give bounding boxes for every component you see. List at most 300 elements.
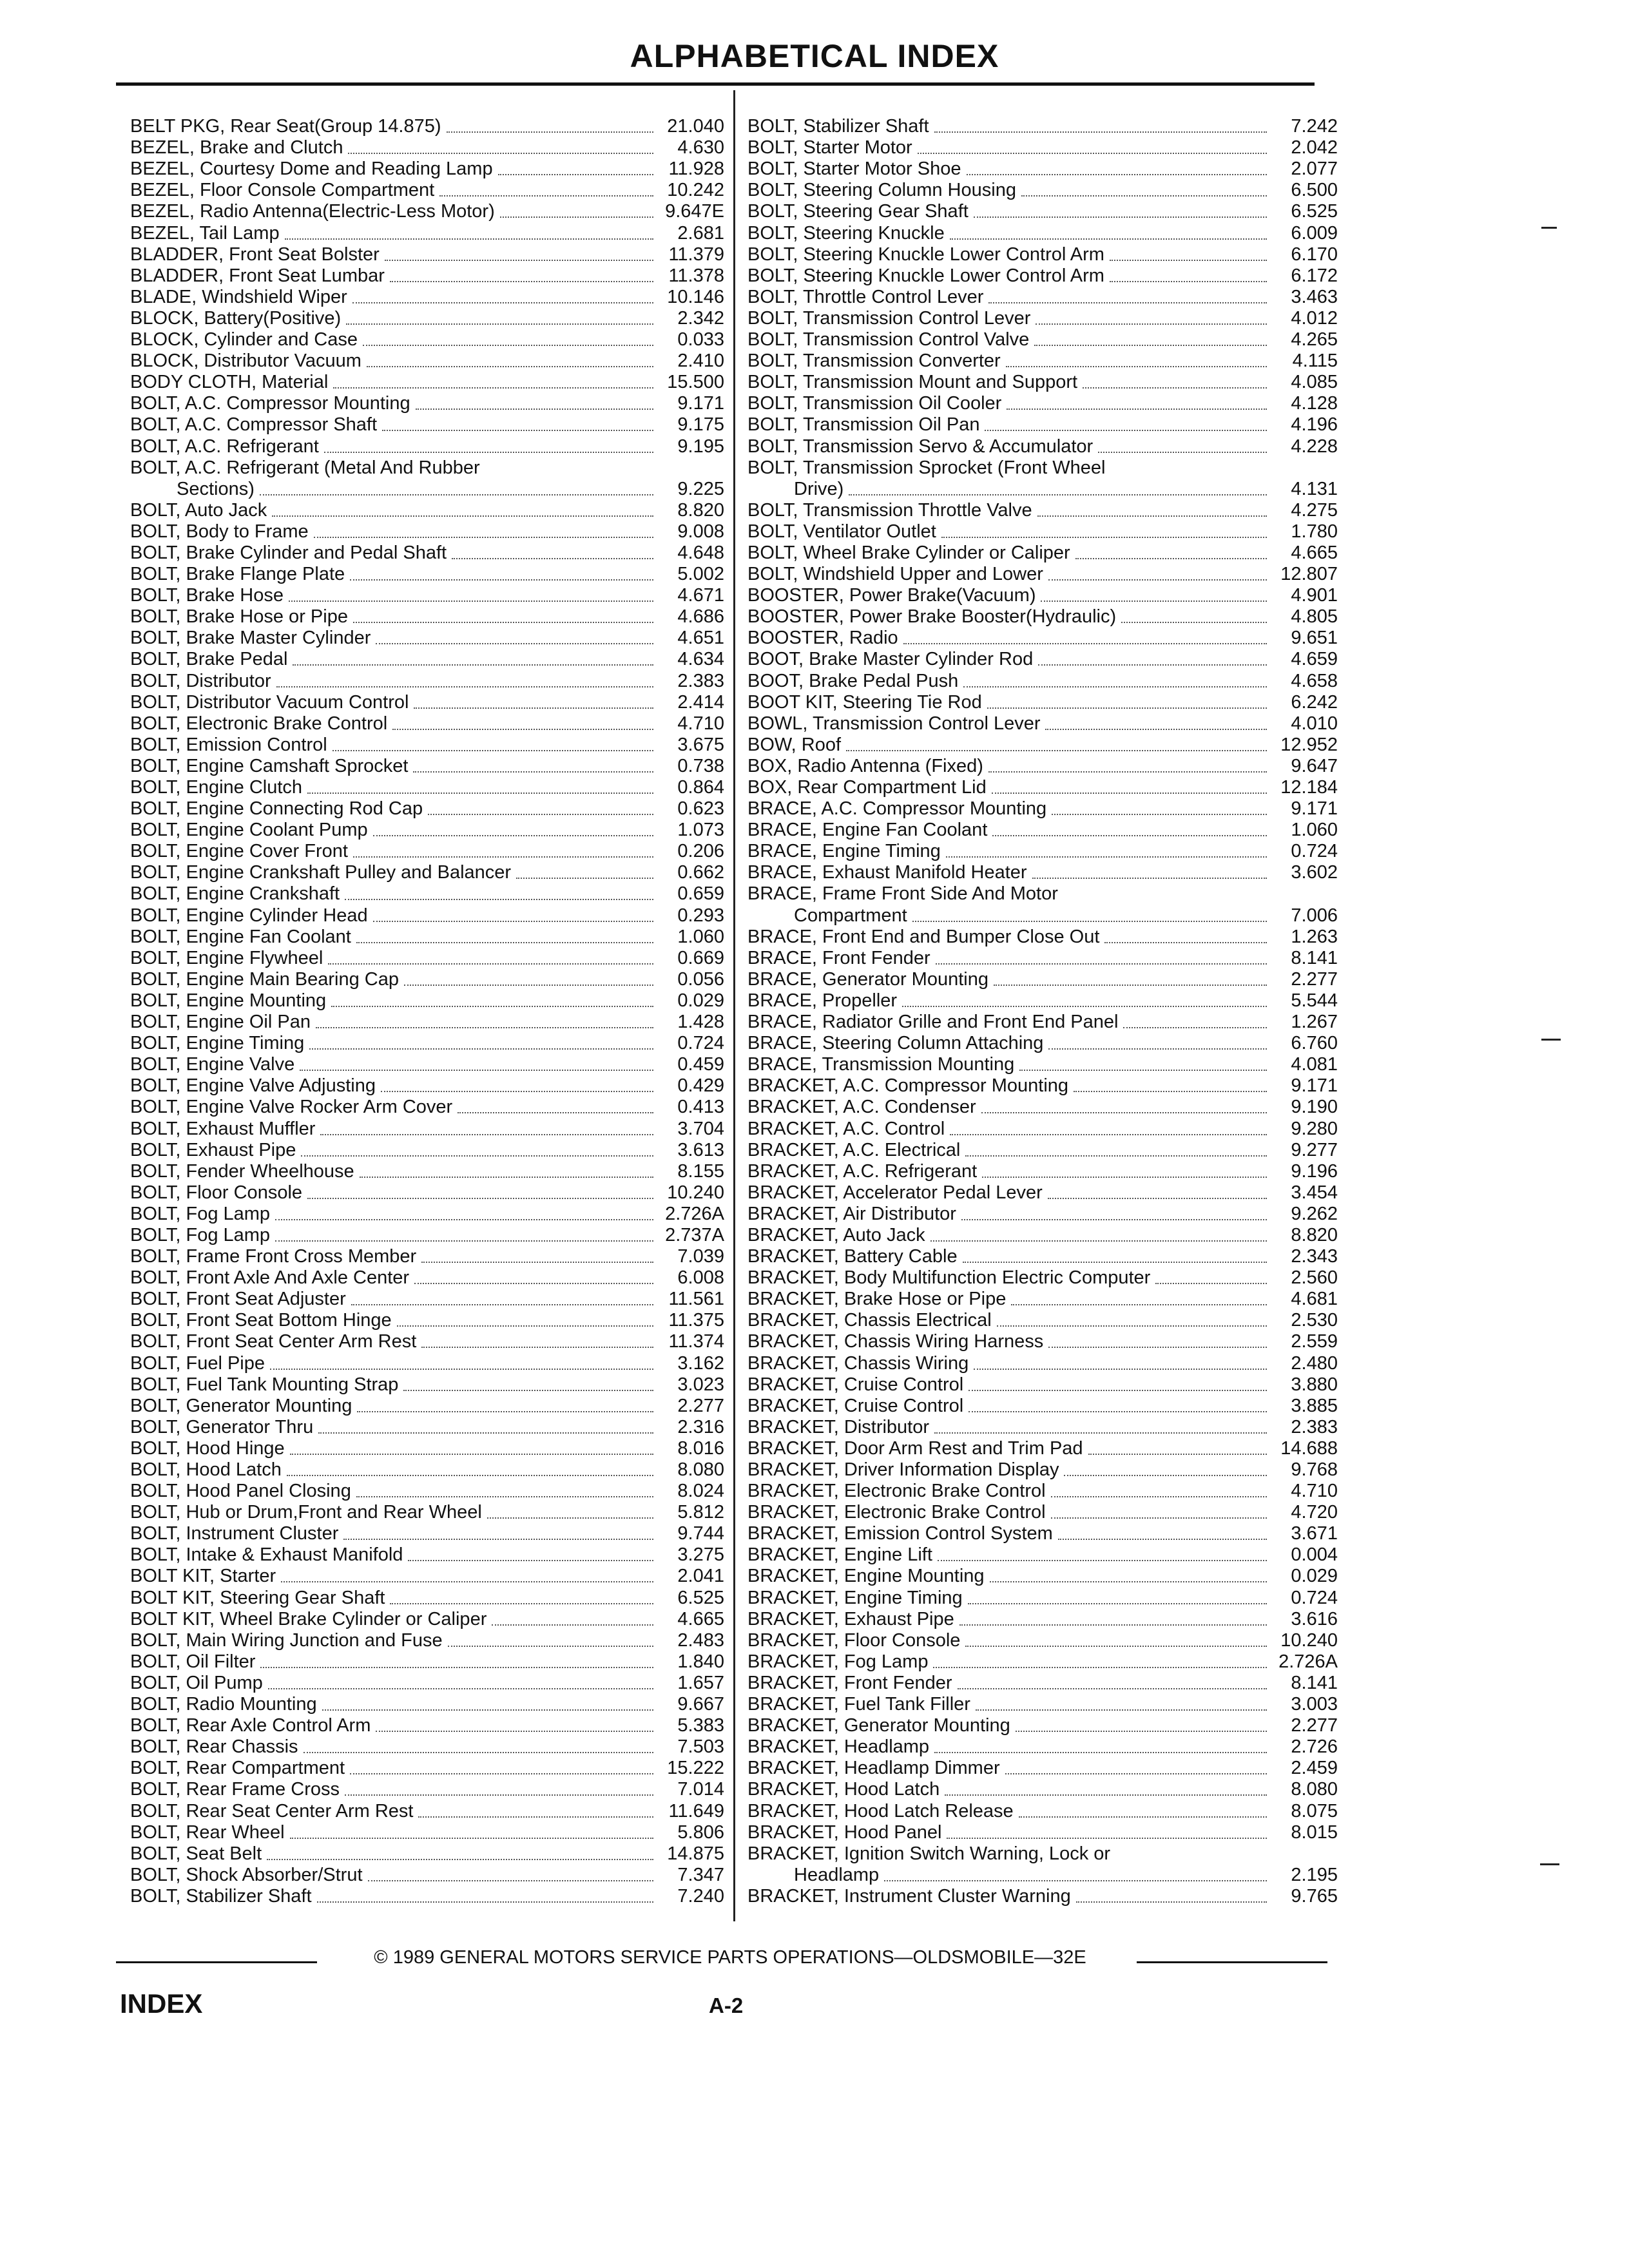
index-entry xyxy=(130,756,724,777)
entry-text: BRACKET, A.C. Compressor Mounting xyxy=(747,1075,1069,1097)
index-entry xyxy=(747,1865,1338,1886)
entry-page-ref: 4.659 xyxy=(1291,649,1338,670)
index-entry xyxy=(130,222,724,244)
entry-text: BEZEL, Radio Antenna(Electric-Less Motor) xyxy=(130,201,495,222)
index-entry xyxy=(747,222,1338,244)
entry-text: BOLT, Electronic Brake Control xyxy=(130,713,388,734)
entry-page-ref: 2.483 xyxy=(677,1629,724,1651)
index-entry xyxy=(130,1481,724,1502)
dot-leader xyxy=(260,1666,653,1668)
index-entry xyxy=(130,1800,724,1821)
entry-page-ref: 4.710 xyxy=(1291,1481,1338,1502)
dot-leader xyxy=(1074,1090,1267,1092)
entry-page-ref: 4.710 xyxy=(677,713,724,734)
index-entry xyxy=(747,1523,1338,1544)
entry-page-ref: 2.726A xyxy=(665,1203,724,1224)
entry-page-ref: 1.263 xyxy=(1291,926,1338,947)
entry-page-ref: 7.039 xyxy=(677,1246,724,1267)
dot-leader xyxy=(1021,195,1267,197)
index-entry xyxy=(747,820,1338,841)
margin-mark xyxy=(1540,1863,1559,1865)
entry-text: BEZEL, Floor Console Compartment xyxy=(130,180,435,201)
dot-leader xyxy=(267,1858,653,1860)
entry-page-ref: 2.681 xyxy=(677,222,724,244)
entry-text: BLOCK, Cylinder and Case xyxy=(130,329,358,351)
entry-page-ref: 0.033 xyxy=(677,329,724,351)
entry-text: BOLT, Instrument Cluster xyxy=(130,1523,339,1544)
dot-leader xyxy=(1083,387,1267,389)
entry-page-ref: 9.667 xyxy=(677,1694,724,1715)
dot-leader xyxy=(346,323,653,325)
dot-leader xyxy=(988,302,1267,303)
index-entry xyxy=(130,1673,724,1694)
entry-page-ref: 10.242 xyxy=(667,180,724,201)
index-entry xyxy=(747,1822,1338,1843)
entry-text: BOLT, Brake Hose or Pipe xyxy=(130,606,348,628)
entry-text: BRACKET, Ignition Switch Warning, Lock or xyxy=(747,1843,1111,1864)
dot-leader xyxy=(967,173,1268,175)
dot-leader xyxy=(452,557,653,559)
dot-leader xyxy=(947,1837,1267,1839)
index-entry xyxy=(130,628,724,649)
dot-leader xyxy=(356,941,653,943)
index-entry xyxy=(747,1182,1338,1204)
entry-text: BOLT, Engine Cylinder Head xyxy=(130,905,368,926)
entry-text: BOLT, Engine Fan Coolant xyxy=(130,926,351,947)
entry-text: BOLT, Starter Motor Shoe xyxy=(747,159,961,180)
entry-page-ref: 6.170 xyxy=(1291,244,1338,265)
entry-text: BOLT, Engine Main Bearing Cap xyxy=(130,968,399,990)
index-entry xyxy=(747,159,1338,180)
dot-leader xyxy=(1036,323,1267,325)
dot-leader xyxy=(1041,600,1267,602)
index-entry xyxy=(747,1396,1338,1417)
index-entry xyxy=(747,1609,1338,1630)
index-entry xyxy=(747,1075,1338,1097)
dot-leader xyxy=(300,1069,653,1071)
entry-page-ref: 5.002 xyxy=(677,564,724,585)
entry-text: BOLT, Rear Compartment xyxy=(130,1758,345,1779)
dot-leader xyxy=(421,1346,653,1348)
entry-text: BOLT, Radio Mounting xyxy=(130,1694,317,1715)
entry-text: BRACE, Exhaust Manifold Heater xyxy=(747,862,1027,883)
index-entry xyxy=(747,1651,1338,1673)
dot-leader xyxy=(392,728,653,730)
entry-page-ref: 6.525 xyxy=(1291,201,1338,222)
dot-leader xyxy=(316,1026,653,1028)
entry-page-ref: 5.806 xyxy=(677,1821,724,1843)
index-entry xyxy=(130,606,724,628)
entry-page-ref: 11.379 xyxy=(668,244,724,265)
dot-leader xyxy=(903,642,1267,644)
index-entry xyxy=(130,372,724,393)
dot-leader xyxy=(439,195,653,197)
index-entry xyxy=(130,1438,724,1459)
index-entry xyxy=(747,1267,1338,1289)
index-entry xyxy=(747,1438,1338,1459)
dot-leader xyxy=(320,1133,653,1135)
entry-page-ref: 4.665 xyxy=(1291,542,1338,563)
margin-mark xyxy=(1541,1039,1561,1041)
index-entry xyxy=(747,1246,1338,1267)
entry-page-ref: 9.196 xyxy=(1291,1160,1338,1182)
entry-page-ref: 2.342 xyxy=(677,307,724,329)
entry-page-ref: 4.720 xyxy=(1291,1502,1338,1523)
entry-text: BOLT, Brake Master Cylinder xyxy=(130,628,371,649)
entry-text: BRACKET, Hood Latch xyxy=(747,1779,940,1800)
index-entry xyxy=(130,201,724,222)
index-entry xyxy=(130,1204,724,1225)
dot-leader xyxy=(936,963,1267,965)
entry-text: BRACKET, Auto Jack xyxy=(747,1224,925,1245)
entry-page-ref: 9.190 xyxy=(1291,1097,1338,1118)
title-rule xyxy=(116,82,1315,86)
entry-text: BOLT KIT, Wheel Brake Cylinder or Caliper xyxy=(130,1608,487,1629)
entry-text: BRACE, Generator Mounting xyxy=(747,968,988,990)
dot-leader xyxy=(363,344,653,346)
entry-text: BOLT, Transmission Servo & Accumulator xyxy=(747,436,1094,457)
entry-page-ref: 1.840 xyxy=(677,1651,724,1672)
dot-leader xyxy=(307,792,653,794)
index-entry xyxy=(130,543,724,564)
dot-leader xyxy=(382,429,653,431)
index-entry xyxy=(130,180,724,201)
column-divider xyxy=(733,90,735,1921)
entry-text: BRACKET, Cruise Control xyxy=(747,1374,964,1395)
entry-page-ref: 3.454 xyxy=(1291,1182,1338,1203)
index-entry xyxy=(130,457,724,479)
entry-page-ref: 10.146 xyxy=(667,286,724,307)
page-title: ALPHABETICAL INDEX xyxy=(630,38,999,74)
dot-leader xyxy=(849,494,1267,495)
entry-page-ref: 9.768 xyxy=(1291,1459,1338,1480)
dot-leader xyxy=(287,1474,653,1476)
index-entry xyxy=(747,948,1338,969)
entry-text: BOLT, Throttle Control Lever xyxy=(747,286,984,307)
dot-leader xyxy=(314,536,653,538)
footer-rule-left xyxy=(116,1961,317,1963)
dot-leader xyxy=(307,1197,653,1199)
entry-page-ref: 12.807 xyxy=(1280,564,1338,585)
entry-text: BOLT, Front Seat Adjuster xyxy=(130,1289,346,1310)
entry-page-ref: 2.277 xyxy=(1291,968,1338,990)
entry-text: BRACKET, Electronic Brake Control xyxy=(747,1481,1046,1502)
index-entry xyxy=(747,329,1338,351)
dot-leader xyxy=(968,1602,1267,1604)
dot-leader xyxy=(1076,1901,1267,1903)
index-entry xyxy=(747,585,1338,606)
entry-page-ref: 10.240 xyxy=(667,1182,724,1203)
entry-page-ref: 9.651 xyxy=(1291,628,1338,649)
dot-leader xyxy=(458,1111,653,1113)
entry-text: BOLT, Engine Cover Front xyxy=(130,841,348,862)
entry-page-ref: 8.141 xyxy=(1291,947,1338,968)
entry-page-ref: 3.885 xyxy=(1291,1395,1338,1416)
right-index-column xyxy=(747,116,1338,1907)
index-entry xyxy=(130,1396,724,1417)
entry-page-ref: 14.875 xyxy=(667,1843,724,1864)
entry-text: BOX, Rear Compartment Lid xyxy=(747,777,987,798)
index-entry xyxy=(130,692,724,713)
entry-page-ref: 2.077 xyxy=(1291,159,1338,180)
dot-leader xyxy=(304,1751,653,1753)
entry-text: BOLT, Rear Seat Center Arm Rest xyxy=(130,1800,414,1821)
dot-leader xyxy=(1007,408,1267,410)
entry-page-ref: 0.623 xyxy=(677,798,724,820)
dot-leader xyxy=(345,1794,653,1796)
entry-page-ref: 2.383 xyxy=(1291,1416,1338,1437)
dot-leader xyxy=(933,1666,1267,1668)
entry-text: BRACKET, Engine Lift xyxy=(747,1544,932,1566)
dot-leader xyxy=(290,1453,653,1455)
entry-page-ref: 2.726 xyxy=(1291,1736,1338,1758)
entry-page-ref: 4.131 xyxy=(1291,478,1338,499)
entry-page-ref: 3.704 xyxy=(677,1118,724,1139)
entry-page-ref: 3.003 xyxy=(1291,1694,1338,1715)
dot-leader xyxy=(1110,259,1267,261)
dot-leader xyxy=(331,1005,653,1007)
index-entry xyxy=(747,414,1338,436)
entry-text: BOOT, Brake Pedal Push xyxy=(747,670,959,691)
entry-page-ref: 2.383 xyxy=(677,670,724,691)
entry-text: BOLT, Intake & Exhaust Manifold xyxy=(130,1544,403,1566)
index-entry xyxy=(130,1566,724,1587)
entry-text: BRACKET, Chassis Wiring xyxy=(747,1352,969,1374)
index-entry xyxy=(747,1566,1338,1587)
dot-leader xyxy=(1016,1730,1267,1732)
index-entry xyxy=(130,1417,724,1438)
entry-text: BOLT, Seat Belt xyxy=(130,1843,262,1864)
entry-text: BOLT, Fog Lamp xyxy=(130,1224,271,1245)
index-entry xyxy=(747,1289,1338,1310)
dot-leader xyxy=(938,1559,1267,1561)
entry-text: BRACE, Engine Timing xyxy=(747,841,941,862)
entry-text: BRACKET, A.C. Condenser xyxy=(747,1097,976,1118)
entry-text: BLOCK, Battery(Positive) xyxy=(130,307,342,329)
index-entry xyxy=(130,1843,724,1865)
index-entry xyxy=(130,393,724,414)
entry-page-ref: 11.928 xyxy=(668,159,724,180)
index-entry xyxy=(130,1310,724,1331)
index-entry xyxy=(130,414,724,436)
dot-leader xyxy=(981,1111,1267,1113)
entry-page-ref: 3.880 xyxy=(1291,1374,1338,1395)
entry-text: BLADDER, Front Seat Lumbar xyxy=(130,265,385,286)
entry-page-ref: 3.162 xyxy=(677,1352,724,1374)
margin-mark xyxy=(1541,227,1557,229)
index-entry xyxy=(747,1033,1338,1054)
dot-leader xyxy=(1037,515,1267,517)
entry-text: BOLT, Engine Coolant Pump xyxy=(130,820,368,841)
entry-text: BOLT, Ventilator Outlet xyxy=(747,521,936,542)
entry-page-ref: 8.820 xyxy=(677,499,724,521)
entry-text: BOLT, Fender Wheelhouse xyxy=(130,1160,354,1182)
index-entry xyxy=(747,628,1338,649)
index-entry xyxy=(747,1204,1338,1225)
entry-page-ref: 2.277 xyxy=(677,1395,724,1416)
dot-leader xyxy=(982,1176,1267,1178)
dot-leader xyxy=(492,1624,653,1626)
entry-text: BRACKET, Cruise Control xyxy=(747,1395,964,1416)
index-entry xyxy=(747,244,1338,265)
entry-page-ref: 11.378 xyxy=(668,265,724,286)
entry-page-ref: 8.155 xyxy=(677,1160,724,1182)
entry-text: BOLT, Front Seat Center Arm Rest xyxy=(130,1331,417,1352)
entry-page-ref: 4.671 xyxy=(677,585,724,606)
page-number: A-2 xyxy=(709,1994,744,2017)
dot-leader xyxy=(368,1879,653,1881)
dot-leader xyxy=(946,856,1267,858)
entry-page-ref: 1.060 xyxy=(1291,820,1338,841)
entry-page-ref: 6.500 xyxy=(1291,180,1338,201)
entry-text: BOOSTER, Radio xyxy=(747,628,898,649)
dot-leader xyxy=(884,1879,1267,1881)
entry-text: BOLT, Engine Connecting Rod Cap xyxy=(130,798,423,820)
entry-page-ref: 9.262 xyxy=(1291,1203,1338,1224)
entry-text: BOLT, Brake Pedal xyxy=(130,649,288,670)
index-entry xyxy=(747,905,1338,926)
index-entry xyxy=(130,713,724,735)
dot-leader xyxy=(994,984,1267,986)
index-entry xyxy=(130,1054,724,1075)
dot-leader xyxy=(1006,365,1267,367)
entry-page-ref: 2.041 xyxy=(677,1566,724,1587)
entry-text: BODY CLOTH, Material xyxy=(130,372,329,393)
entry-text: BRACE, Propeller xyxy=(747,990,898,1011)
dot-leader xyxy=(275,1240,653,1242)
entry-text: BRACKET, Chassis Wiring Harness xyxy=(747,1331,1044,1352)
entry-page-ref: 12.952 xyxy=(1280,734,1338,755)
index-entry xyxy=(130,329,724,351)
entry-text: BOLT, Main Wiring Junction and Fuse xyxy=(130,1629,443,1651)
dot-leader xyxy=(367,365,653,367)
entry-page-ref: 2.530 xyxy=(1291,1310,1338,1331)
entry-page-ref: 4.681 xyxy=(1291,1289,1338,1310)
dot-leader xyxy=(969,1410,1267,1412)
entry-text: BOLT, Transmission Throttle Valve xyxy=(747,499,1032,521)
index-entry xyxy=(747,1886,1338,1907)
dot-leader xyxy=(1058,1538,1267,1540)
index-entry xyxy=(747,969,1338,990)
entry-text: BOLT, Transmission Sprocket (Front Wheel xyxy=(747,457,1106,478)
index-entry xyxy=(130,564,724,585)
entry-page-ref: 0.293 xyxy=(677,905,724,926)
index-entry xyxy=(747,1352,1338,1374)
entry-page-ref: 4.665 xyxy=(677,1608,724,1629)
index-entry xyxy=(130,1544,724,1566)
index-entry xyxy=(130,308,724,329)
entry-text: BOLT, Wheel Brake Cylinder or Caliper xyxy=(747,542,1070,563)
entry-text: BOLT, Transmission Control Valve xyxy=(747,329,1030,351)
entry-text: BRACKET, Generator Mounting xyxy=(747,1715,1010,1736)
entry-text: BRACKET, Body Multifunction Electric Computer xyxy=(747,1267,1151,1289)
dot-leader xyxy=(348,152,653,154)
index-entry xyxy=(130,1374,724,1396)
dot-leader xyxy=(1011,1303,1267,1305)
index-entry xyxy=(747,1459,1338,1481)
dot-leader xyxy=(1048,579,1267,581)
entry-text: BOOT, Brake Master Cylinder Rod xyxy=(747,649,1034,670)
entry-page-ref: 4.081 xyxy=(1291,1054,1338,1075)
index-entry xyxy=(130,1267,724,1289)
entry-text: BOLT, Steering Gear Shaft xyxy=(747,201,969,222)
index-entry xyxy=(130,265,724,287)
dot-leader xyxy=(351,1303,653,1305)
entry-text: BOLT, Floor Console xyxy=(130,1182,303,1203)
index-entry xyxy=(747,927,1338,948)
entry-text: BRACKET, Door Arm Rest and Trim Pad xyxy=(747,1437,1083,1459)
dot-leader xyxy=(317,1901,653,1903)
dot-leader xyxy=(1051,1495,1267,1497)
index-entry xyxy=(130,862,724,883)
entry-text: BRACKET, Brake Hose or Pipe xyxy=(747,1289,1007,1310)
index-entry xyxy=(747,1843,1338,1865)
entry-page-ref: 7.014 xyxy=(677,1779,724,1800)
entry-page-ref: 0.738 xyxy=(677,755,724,776)
dot-leader xyxy=(448,1645,653,1647)
dot-leader xyxy=(992,834,1267,836)
entry-text: BOLT, A.C. Compressor Mounting xyxy=(130,393,410,414)
dot-leader xyxy=(1032,877,1267,879)
index-entry xyxy=(130,820,724,841)
dot-leader xyxy=(270,1368,653,1370)
dot-leader xyxy=(1104,941,1267,943)
index-entry xyxy=(747,777,1338,798)
entry-page-ref: 4.630 xyxy=(677,137,724,159)
entry-text: BOWL, Transmission Control Lever xyxy=(747,713,1041,734)
index-entry xyxy=(130,1012,724,1033)
dot-leader xyxy=(1048,1048,1267,1050)
entry-page-ref: 4.228 xyxy=(1291,436,1338,457)
dot-leader xyxy=(385,259,653,261)
index-entry xyxy=(130,905,724,926)
entry-text: BLADE, Windshield Wiper xyxy=(130,286,347,307)
entry-page-ref: 3.616 xyxy=(1291,1608,1338,1629)
dot-leader xyxy=(965,1155,1267,1157)
dot-leader xyxy=(1098,451,1267,453)
index-entry xyxy=(130,735,724,756)
entry-text: BRACKET, Hood Latch Release xyxy=(747,1800,1014,1821)
entry-page-ref: 0.206 xyxy=(677,841,724,862)
entry-text: BOLT, Body to Frame xyxy=(130,521,309,542)
dot-leader xyxy=(373,834,653,836)
entry-page-ref: 8.075 xyxy=(1291,1800,1338,1821)
entry-page-ref: 7.006 xyxy=(1291,905,1338,926)
dot-leader xyxy=(333,749,653,751)
entry-page-ref: 8.141 xyxy=(1291,1672,1338,1693)
entry-text: BOLT, Brake Cylinder and Pedal Shaft xyxy=(130,542,447,563)
dot-leader xyxy=(404,984,653,986)
index-entry xyxy=(747,735,1338,756)
entry-page-ref: 4.805 xyxy=(1291,606,1338,628)
entry-page-ref: 9.008 xyxy=(677,521,724,542)
index-entry xyxy=(747,990,1338,1012)
entry-page-ref: 9.171 xyxy=(1291,798,1338,820)
entry-text: BRACKET, Headlamp xyxy=(747,1736,930,1758)
entry-text: BRACKET, Exhaust Pipe xyxy=(747,1608,954,1629)
index-entry xyxy=(130,1033,724,1054)
index-entry xyxy=(130,1097,724,1118)
index-entry xyxy=(747,500,1338,521)
dot-leader xyxy=(1048,1346,1267,1348)
entry-page-ref: 2.343 xyxy=(1291,1246,1338,1267)
entry-page-ref: 4.010 xyxy=(1291,713,1338,734)
entry-page-ref: 2.459 xyxy=(1291,1758,1338,1779)
entry-text: BOLT, Hood Hinge xyxy=(130,1437,285,1459)
index-entry xyxy=(747,1374,1338,1396)
index-entry xyxy=(747,1012,1338,1033)
index-entry xyxy=(747,1673,1338,1694)
